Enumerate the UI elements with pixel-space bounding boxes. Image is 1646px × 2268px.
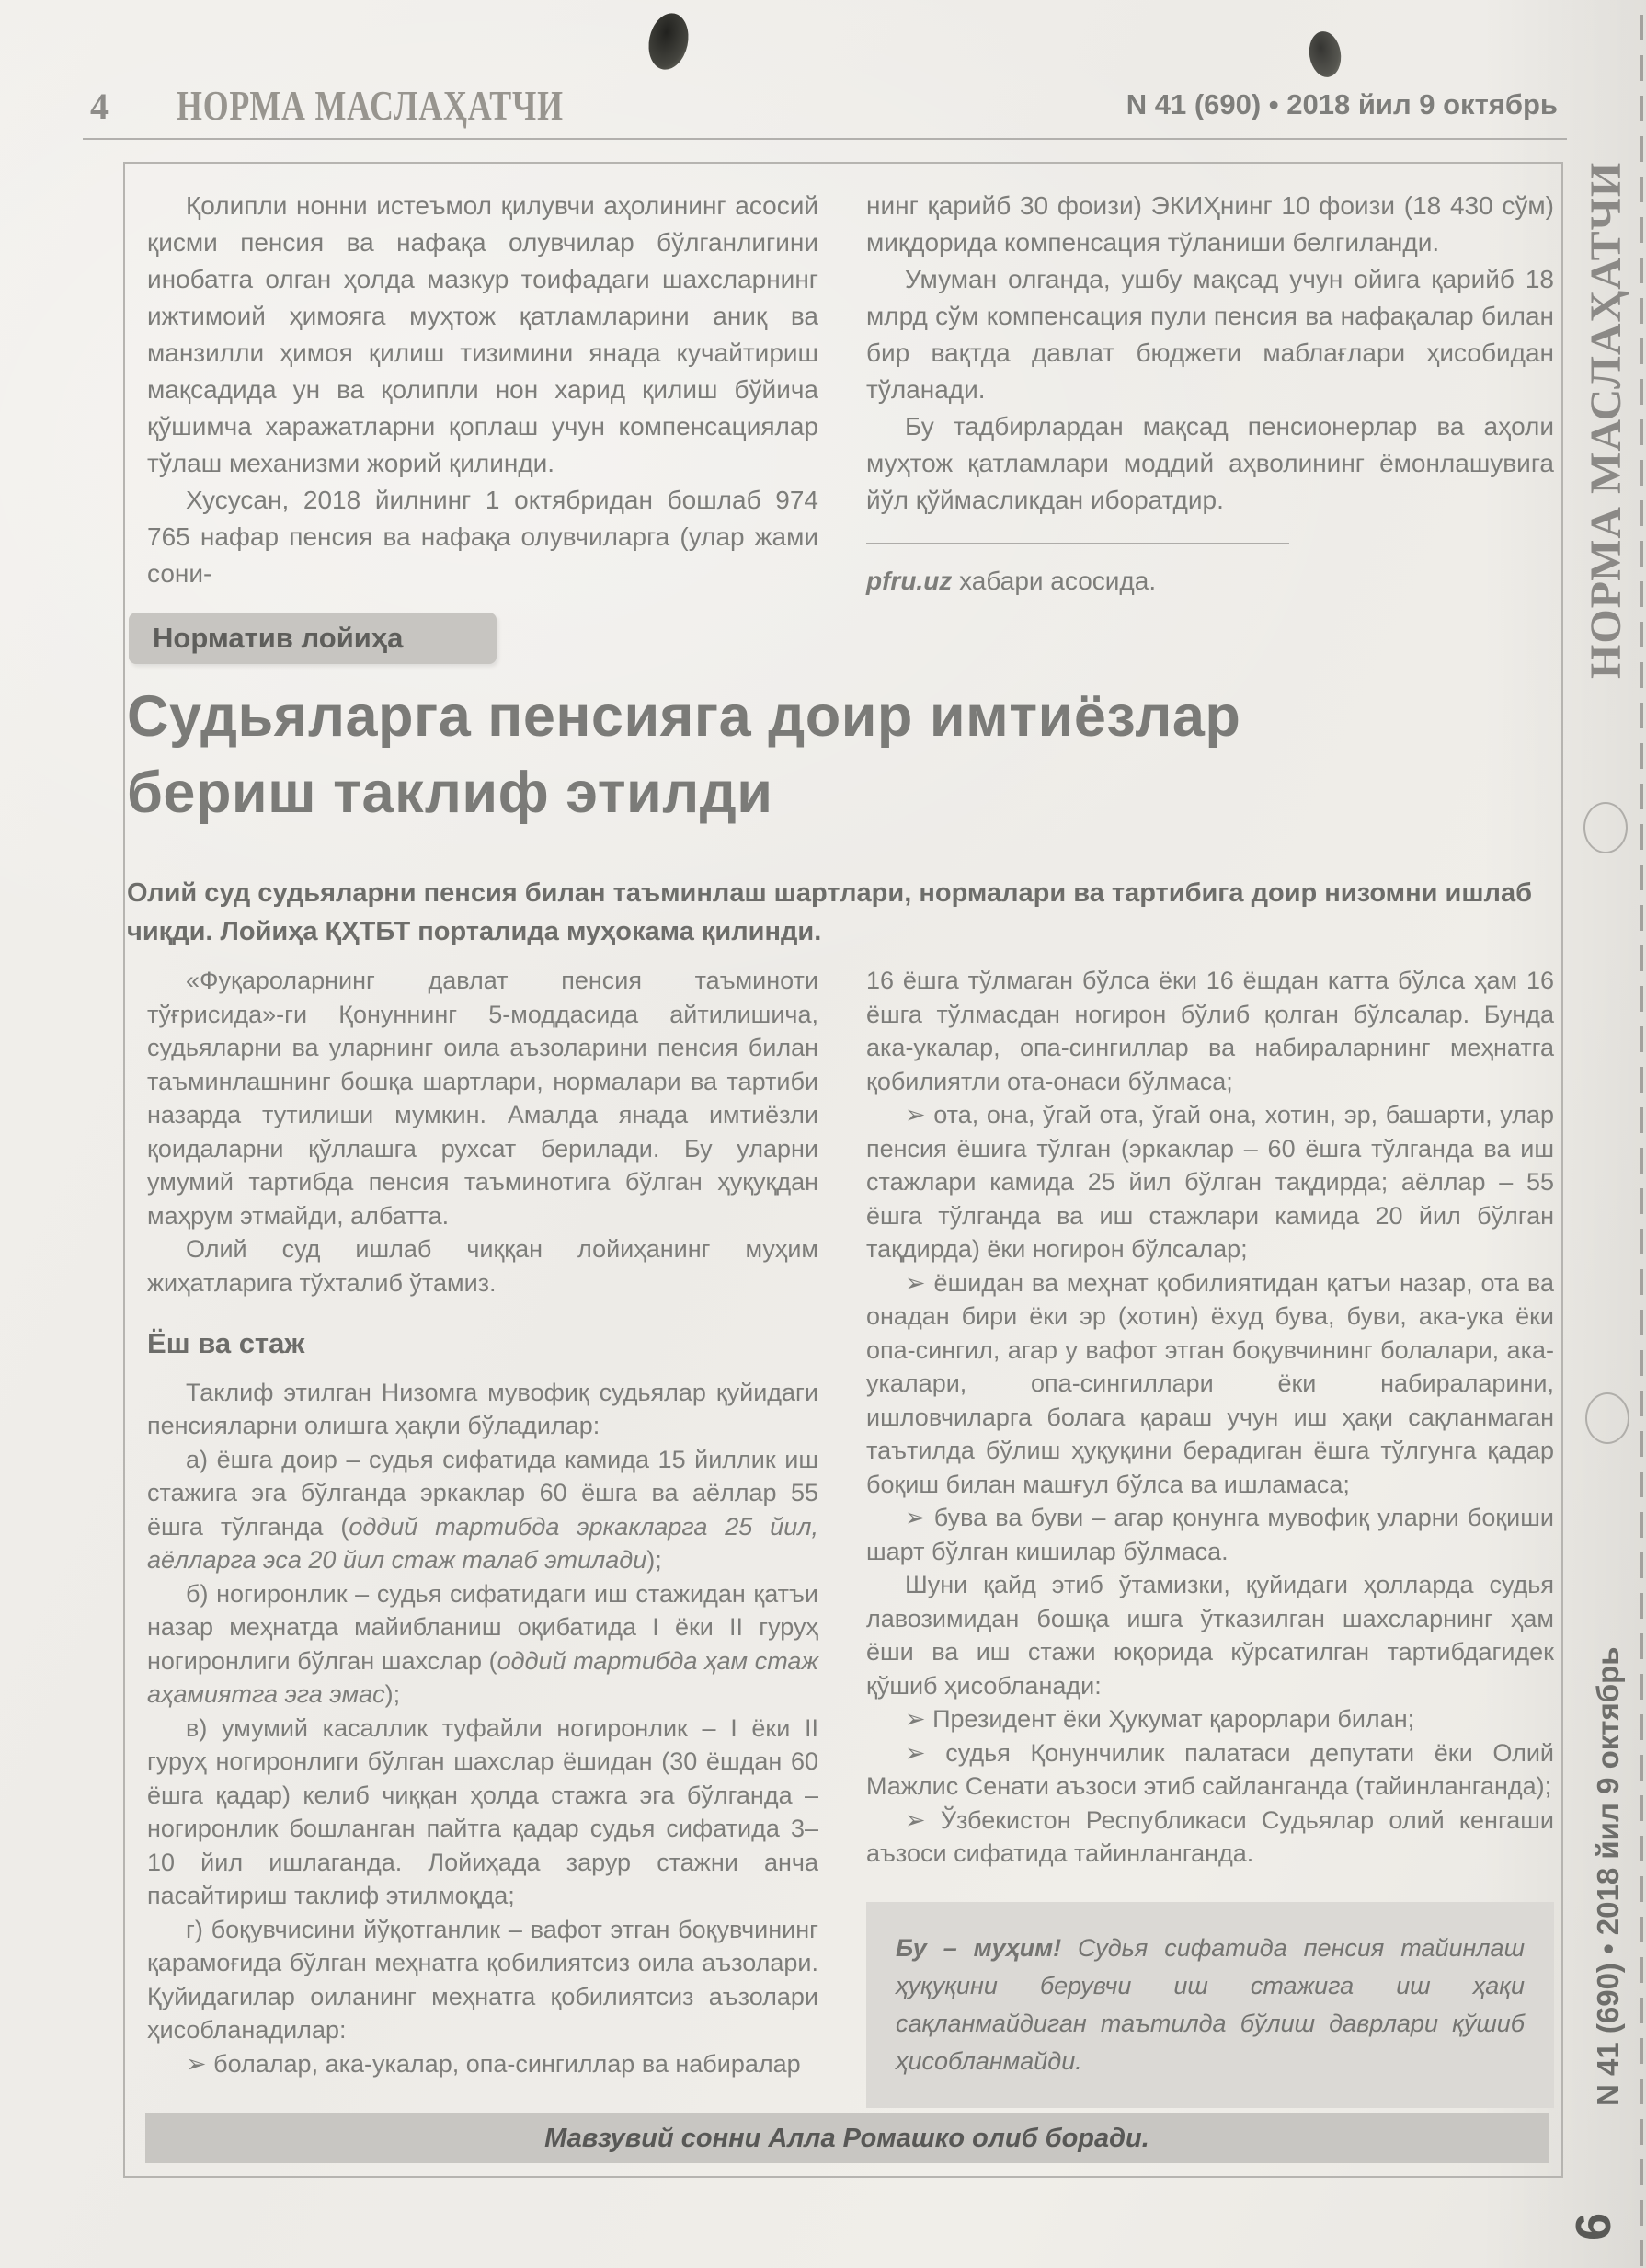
paragraph xyxy=(147,1577,818,1712)
text-segment: Олий суд ишлаб чиққан лойиҳанинг муҳим жиҳатларига тўхталиб ўтамиз. xyxy=(147,1235,818,1297)
text-segment: pfru.uz xyxy=(866,567,953,595)
text-segment: Хусусан, 2018 йилнинг 1 октябридан бошлаб 974 765 нафар пенсия ва нафақа олувчиларга (улар жами сони- xyxy=(147,486,818,588)
paragraph xyxy=(147,482,818,592)
article-headline xyxy=(127,679,1543,831)
bullet-item xyxy=(866,1266,1554,1502)
paragraph xyxy=(866,563,1554,600)
article-left-column xyxy=(147,964,818,2080)
paragraph xyxy=(147,1712,818,1913)
text-segment: «Фуқароларнинг давлат пенсия таъминоти тўғрисида»-ги Қонуннинг 5-моддасида айтилишича, судьяларни ва уларнинг оила аъзоларини пенсия билан таъминлашнинг бошқа шартлари, нормалари ва тартиби назарда тутилиши мумкин. Амалда янада имтиёзли қоидаларни қўллашга рухсат берилади. Бу уларни умумий тартибда пенсия таъминотига бўлган ҳуқуқдан маҳрум этмайди, албатта. xyxy=(147,967,818,1230)
bullet-item xyxy=(866,1501,1554,1568)
text-segment: ➢ судья Қонунчилик палатаси депутати ёки Олий Мажлис Сенати аъзоси этиб сайланганда (тайинланганда); xyxy=(866,1738,1554,1800)
intro-right-column xyxy=(866,188,1554,600)
text-segment: ); xyxy=(384,1680,401,1708)
paragraph xyxy=(147,1232,818,1300)
article-right-column xyxy=(866,964,1554,2108)
column-divider xyxy=(866,543,1289,544)
text-segment: Умуман олганда, ушбу мақсад учун ойига қарийб 18 млрд сўм компенсация пули пенсия ва нафақалар билан бир вақтда давлат бюджети маблағлари ҳисобидан тўланади. xyxy=(866,265,1554,404)
section-badge: Норматив лойиҳа xyxy=(129,613,497,664)
text-segment: нинг қарийб 30 фоизи) ЭКИҲнинг 10 фоизи (18 430 сўм) миқдорида компенсация тўланиши белгиланди. xyxy=(866,191,1554,257)
text-segment: ➢ Ўзбекистон Республикаси Судьялар олий кенгаши аъзоси сифатида тайинланганда. xyxy=(866,1805,1554,1867)
paragraph xyxy=(147,1913,818,2047)
punch-hole-icon xyxy=(1585,1392,1629,1444)
ink-stain-icon xyxy=(644,9,693,73)
text-segment: ➢ бува ва буви – агар қонунга мувофиқ уларни боқиши шарт бўлган кишилар бўлмаса. xyxy=(866,1504,1554,1565)
headline-line-1: Судьяларга пенсияга доир имтиёзлар xyxy=(127,684,1241,749)
bullet-item xyxy=(147,2047,818,2081)
important-note xyxy=(866,1902,1554,2108)
header-divider xyxy=(83,138,1567,140)
masthead-title: НОРМА МАСЛАҲАТЧИ xyxy=(177,82,564,129)
punch-hole-icon xyxy=(1583,802,1628,853)
bullet-item xyxy=(866,1804,1554,1871)
headline-line-2: бериш таклиф этилди xyxy=(127,761,773,826)
paragraph xyxy=(866,261,1554,408)
text-segment: Бу – муҳим! xyxy=(896,1933,1062,1962)
footer-credit-bar: Мавзувий сонни Алла Ромашко олиб боради. xyxy=(145,2113,1549,2163)
paragraph xyxy=(147,1376,818,1443)
text-segment: оддий тартибда эркакларга 25 йил, аёлларга эса 20 йил стаж талаб этилади xyxy=(147,1512,818,1574)
paragraph xyxy=(147,1443,818,1577)
text-segment: хабари асосида. xyxy=(952,567,1157,595)
text-segment: в) умумий касаллик туфайли ногиронлик – I ёки II гуруҳ ногиронлиги бўлган шахслар ёшидан (30 ёшдан 60 ёшга қадар) келиб чиққан ҳолда стажга эга бўлганда – ногиронлик бошланган пайтга қадар судья сифатида 3–10 йил ишлаганда. Лойиҳада зарур стажни анча пасайтириш таклиф этилмоқда; xyxy=(147,1713,818,1909)
paragraph xyxy=(147,188,818,482)
cut-marks xyxy=(1640,0,1643,2268)
paragraph xyxy=(147,964,818,1232)
text-segment: Қолипли нонни истеъмол қилувчи аҳолининг асосий қисми пенсия ва нафақа олувчилар бўлганлигини инобатга олган ҳолда мазкур тоифадаги шахсларнинг ижтимоий ҳимояга муҳтож қатламларини аниқ ва манзилли ҳимоя қилиш тизимини янада кучайтириш мақсадида ун ва қолипли нон харид қилиш бўйича қўшимча харажатларни қоплаш учун компенсациялар тўлаш механизми жорий қилинди. xyxy=(147,191,818,477)
paragraph xyxy=(866,188,1554,261)
text-segment: Шуни қайд этиб ўтамизки, қуйидаги ҳолларда судья лавозимидан бошқа ишга ўтказилган шахсларнинг ҳам ёши ва иш стажи юқорида кўрсатилган тартибдагидек қўшиб ҳисобланади: xyxy=(866,1571,1554,1700)
paragraph xyxy=(866,408,1554,519)
text-segment: Бу тадбирлардан мақсад пенсионерлар ва аҳоли муҳтож қатламлари моддий аҳволининг ёмонлашувига йўл қўймасликдан иборатдир. xyxy=(866,412,1554,514)
text-segment: а) ёшга доир – судья сифатида камида 15 йиллик иш стажига эга бўлганда эркаклар 60 ёшга ва аёллар 55 ёшга тўлганда ( xyxy=(147,1445,818,1541)
text-segment: г) боқувчисини йўқотганлик – вафот этган боқувчининг қарамоғида бўлган меҳнатга қобилиятсиз оила аъзолари. Қуйидагилар оиланинг меҳнатга қобилиятсиз аъзолари ҳисобланадилар: xyxy=(147,1915,818,2044)
text-segment: оддий тартибда ҳам стаж аҳамиятга эга эмас xyxy=(147,1646,818,1708)
text-segment: ➢ Президент ёки Ҳукумат қарорлари билан; xyxy=(905,1705,1415,1733)
ink-stain-icon xyxy=(1306,29,1343,80)
bullet-item xyxy=(866,1702,1554,1736)
text-segment: Судья сифатида пенсия тайинлаш ҳуқуқини берувчи иш стажига иш ҳақи сақланмайдиган таътилда бўлиш даврлари қўшиб ҳисобланмайди. xyxy=(896,1933,1525,2075)
vertical-page-number: 6 xyxy=(1566,2212,1621,2240)
text-segment: б) ногиронлик – судья сифатидаги иш стажидан қатъи назар меҳнатда майибланиш оқибатида I ёки II гуруҳ ногиронлиги бўлган шахслар ( xyxy=(147,1579,818,1675)
text-segment: ); xyxy=(646,1546,662,1574)
vertical-masthead: НОРМА МАСЛАҲАТЧИ xyxy=(1582,161,1630,679)
text-segment: 16 ёшга тўлмаган бўлса ёки 16 ёшдан катта бўлса ҳам 16 ёшга тўлмасдан ногирон бўлиб қолган бўлсалар. Бунда ака-укалар, опа-сингиллар ва набираларнинг меҳнатга қобилиятли ота-онаси бўлмаса; xyxy=(866,967,1554,1095)
intro-left-column xyxy=(147,188,818,592)
paragraph xyxy=(866,1568,1554,1702)
bullet-item xyxy=(866,1736,1554,1804)
article-lede: Олий суд судьяларни пенсия билан таъминлаш шартлари, нормалари ва тартибига доир низомни ишлаб чиқди. Лойиҳа ҚҲТБТ порталида муҳокама қилинди. xyxy=(127,878,1532,946)
text-segment: ➢ ёшидан ва меҳнат қобилиятидан қатъи назар, ота ва онадан бири ёки эр (хотин) ёхуд бува, буви, ака-ука ёки опа-сингил, агар у вафот этган боқувчининг болалари, ака-укалари, опа-сингиллари ёки набираларини, ишловчиларга болага қараш учун иш ҳақи сақланмаган таътилда бўлиш ҳуқуқини берадиган ёшга тўлгунга қадар боқиш билан машғул бўлса ва ишламаса; xyxy=(866,1268,1554,1498)
section-heading: Ёш ва стаж xyxy=(147,1327,305,1359)
text-segment: ➢ болалар, ака-укалар, опа-сингиллар ва набиралар xyxy=(186,2049,801,2078)
vertical-issue-info: N 41 (690) • 2018 йил 9 октябрь xyxy=(1591,1646,1625,2106)
bullet-item xyxy=(866,1098,1554,1266)
paragraph xyxy=(866,964,1554,1098)
text-segment: ➢ ота, она, ўгай ота, ўгай она, хотин, эр, башарти, улар пенсия ёшига тўлган (эркаклар – 60 ёшга тўлганда ва иш стажлари камида 25 йил бўлган тақдирда; аёллар – 55 ёшга тўлганда ва иш стажлари камида 20 йил бўлган тақдирда) ёки ногирон бўлсалар; xyxy=(866,1101,1554,1263)
page-number: 4 xyxy=(90,86,109,127)
text-segment: Таклиф этилган Низомга мувофиқ судьялар қуйидаги пенсияларни олишга ҳақли бўладилар: xyxy=(147,1378,818,1439)
issue-info: N 41 (690) • 2018 йил 9 октябрь xyxy=(1126,88,1558,120)
